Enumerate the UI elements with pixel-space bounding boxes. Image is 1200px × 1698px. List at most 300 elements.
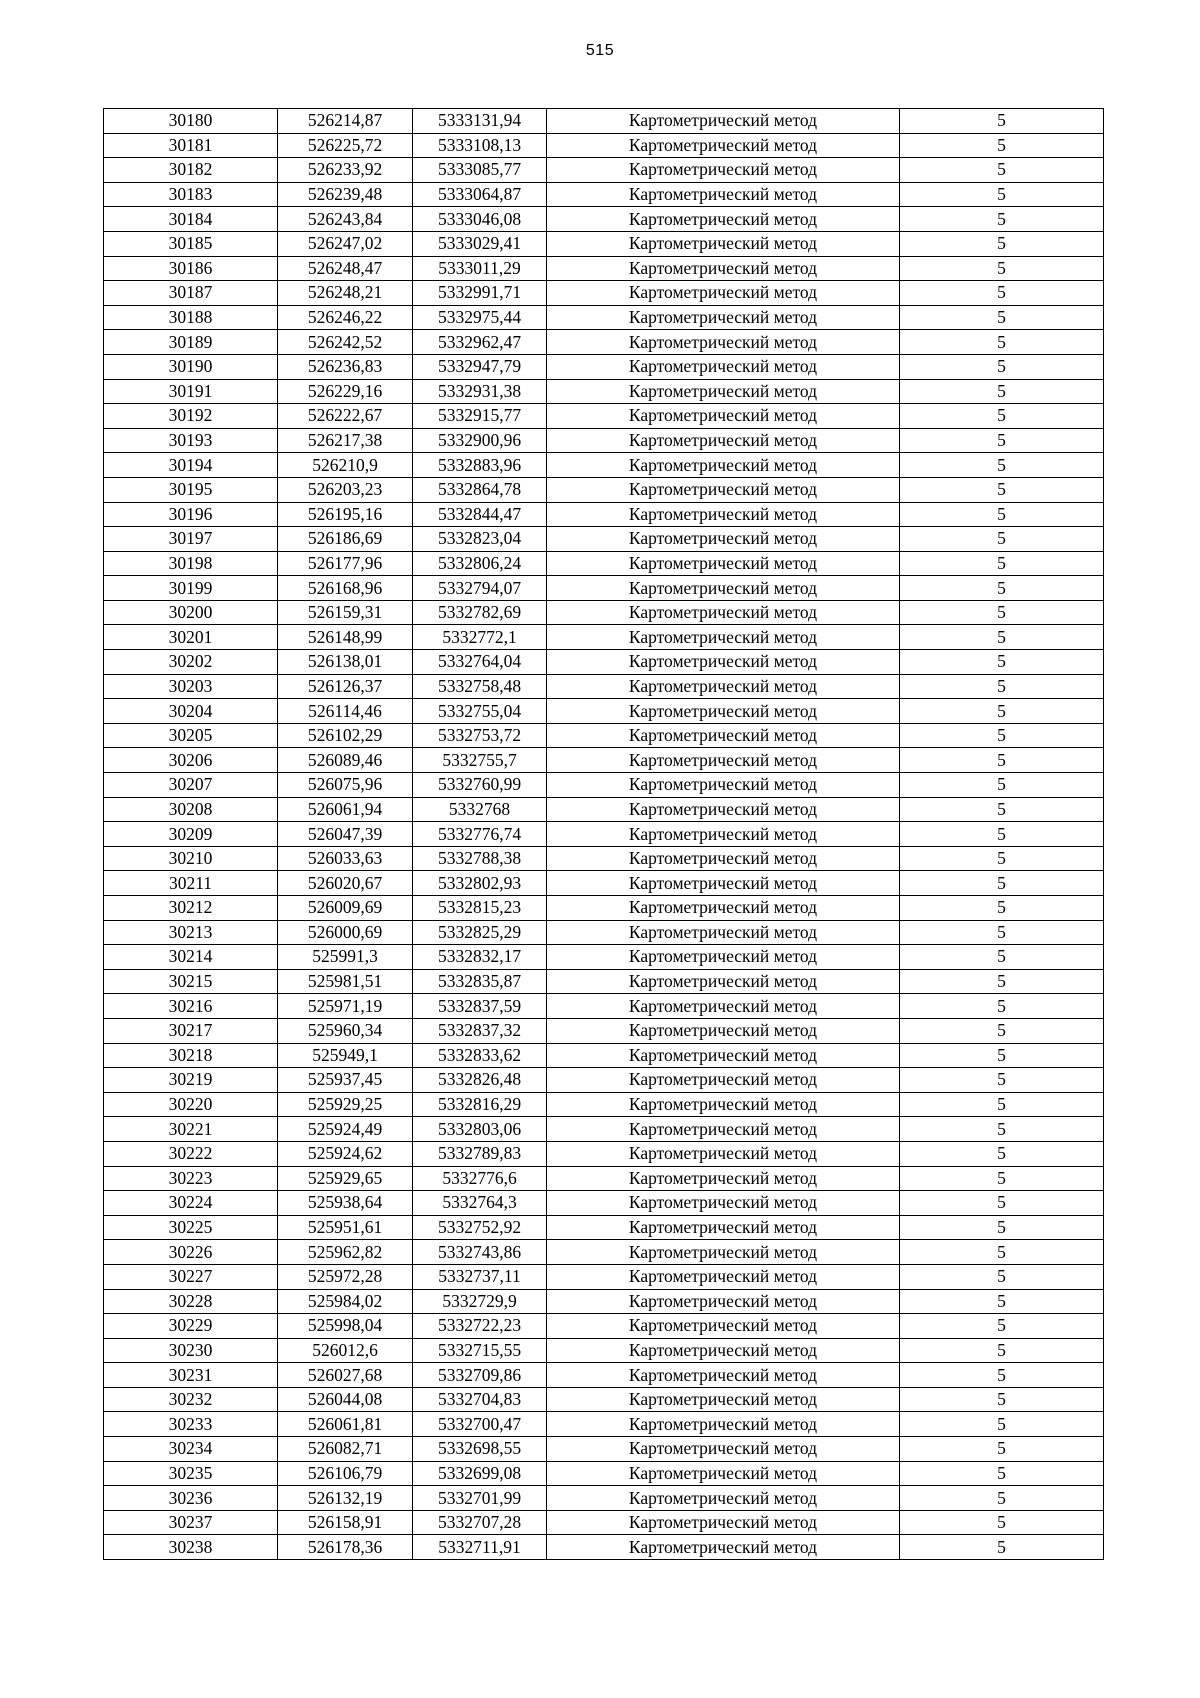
point-number-cell: 30221 — [104, 1117, 278, 1142]
y-coordinate-cell: 5332962,47 — [413, 330, 547, 355]
table-row — [104, 428, 1104, 453]
point-number-cell: 30191 — [104, 379, 278, 404]
method-cell: Картометрический метод — [547, 699, 900, 724]
point-number-cell: 30204 — [104, 699, 278, 724]
accuracy-cell: 5 — [900, 477, 1104, 502]
accuracy-cell: 5 — [900, 1240, 1104, 1265]
point-number-cell: 30225 — [104, 1215, 278, 1240]
x-coordinate-cell: 525998,04 — [278, 1314, 413, 1339]
y-coordinate-cell: 5333029,41 — [413, 231, 547, 256]
accuracy-cell: 5 — [900, 945, 1104, 970]
x-coordinate-cell: 526009,69 — [278, 896, 413, 921]
y-coordinate-cell: 5332701,99 — [413, 1486, 547, 1511]
y-coordinate-cell: 5332991,71 — [413, 281, 547, 306]
y-coordinate-cell: 5332755,7 — [413, 748, 547, 773]
accuracy-cell: 5 — [900, 379, 1104, 404]
point-number-cell: 30184 — [104, 207, 278, 232]
table-row — [104, 1264, 1104, 1289]
method-cell: Картометрический метод — [547, 1240, 900, 1265]
y-coordinate-cell: 5332835,87 — [413, 969, 547, 994]
x-coordinate-cell: 526089,46 — [278, 748, 413, 773]
accuracy-cell: 5 — [900, 920, 1104, 945]
table-row — [104, 1240, 1104, 1265]
table-row — [104, 1486, 1104, 1511]
table-row — [104, 1461, 1104, 1486]
y-coordinate-cell: 5333131,94 — [413, 109, 547, 134]
point-number-cell: 30200 — [104, 600, 278, 625]
x-coordinate-cell: 526106,79 — [278, 1461, 413, 1486]
point-number-cell: 30214 — [104, 945, 278, 970]
accuracy-cell: 5 — [900, 1018, 1104, 1043]
y-coordinate-cell: 5332947,79 — [413, 354, 547, 379]
x-coordinate-cell: 525938,64 — [278, 1191, 413, 1216]
y-coordinate-cell: 5332900,96 — [413, 428, 547, 453]
x-coordinate-cell: 526047,39 — [278, 822, 413, 847]
point-number-cell: 30199 — [104, 576, 278, 601]
accuracy-cell: 5 — [900, 1338, 1104, 1363]
y-coordinate-cell: 5332815,23 — [413, 896, 547, 921]
accuracy-cell: 5 — [900, 576, 1104, 601]
accuracy-cell: 5 — [900, 896, 1104, 921]
method-cell: Картометрический метод — [547, 1215, 900, 1240]
table-row — [104, 1412, 1104, 1437]
accuracy-cell: 5 — [900, 1068, 1104, 1093]
y-coordinate-cell: 5332826,48 — [413, 1068, 547, 1093]
point-number-cell: 30180 — [104, 109, 278, 134]
y-coordinate-cell: 5332755,04 — [413, 699, 547, 724]
point-number-cell: 30220 — [104, 1092, 278, 1117]
point-number-cell: 30205 — [104, 723, 278, 748]
y-coordinate-cell: 5332782,69 — [413, 600, 547, 625]
point-number-cell: 30215 — [104, 969, 278, 994]
table-row — [104, 797, 1104, 822]
table-row — [104, 182, 1104, 207]
table-row — [104, 551, 1104, 576]
table-row — [104, 1117, 1104, 1142]
table-row — [104, 281, 1104, 306]
method-cell: Картометрический метод — [547, 231, 900, 256]
x-coordinate-cell: 526203,23 — [278, 477, 413, 502]
y-coordinate-cell: 5333108,13 — [413, 133, 547, 158]
y-coordinate-cell: 5332772,1 — [413, 625, 547, 650]
y-coordinate-cell: 5332709,86 — [413, 1363, 547, 1388]
point-number-cell: 30193 — [104, 428, 278, 453]
accuracy-cell: 5 — [900, 1043, 1104, 1068]
point-number-cell: 30236 — [104, 1486, 278, 1511]
table-row — [104, 502, 1104, 527]
point-number-cell: 30211 — [104, 871, 278, 896]
accuracy-cell: 5 — [900, 207, 1104, 232]
point-number-cell: 30218 — [104, 1043, 278, 1068]
method-cell: Картометрический метод — [547, 1191, 900, 1216]
method-cell: Картометрический метод — [547, 109, 900, 134]
point-number-cell: 30216 — [104, 994, 278, 1019]
y-coordinate-cell: 5332975,44 — [413, 305, 547, 330]
accuracy-cell: 5 — [900, 822, 1104, 847]
table-row — [104, 994, 1104, 1019]
y-coordinate-cell: 5333011,29 — [413, 256, 547, 281]
x-coordinate-cell: 526177,96 — [278, 551, 413, 576]
x-coordinate-cell: 526027,68 — [278, 1363, 413, 1388]
x-coordinate-cell: 526102,29 — [278, 723, 413, 748]
table-row — [104, 650, 1104, 675]
x-coordinate-cell: 526168,96 — [278, 576, 413, 601]
table-row — [104, 305, 1104, 330]
table-row — [104, 1018, 1104, 1043]
x-coordinate-cell: 526225,72 — [278, 133, 413, 158]
table-row — [104, 379, 1104, 404]
x-coordinate-cell: 526061,94 — [278, 797, 413, 822]
method-cell: Картометрический метод — [547, 1092, 900, 1117]
accuracy-cell: 5 — [900, 1535, 1104, 1560]
accuracy-cell: 5 — [900, 1387, 1104, 1412]
y-coordinate-cell: 5332789,83 — [413, 1141, 547, 1166]
y-coordinate-cell: 5332737,11 — [413, 1264, 547, 1289]
point-number-cell: 30187 — [104, 281, 278, 306]
method-cell: Картометрический метод — [547, 1338, 900, 1363]
accuracy-cell: 5 — [900, 1486, 1104, 1511]
x-coordinate-cell: 526229,16 — [278, 379, 413, 404]
table-row — [104, 576, 1104, 601]
point-number-cell: 30189 — [104, 330, 278, 355]
accuracy-cell: 5 — [900, 773, 1104, 798]
accuracy-cell: 5 — [900, 231, 1104, 256]
x-coordinate-cell: 525984,02 — [278, 1289, 413, 1314]
x-coordinate-cell: 526114,46 — [278, 699, 413, 724]
method-cell: Картометрический метод — [547, 305, 900, 330]
table-row — [104, 1510, 1104, 1535]
x-coordinate-cell: 526233,92 — [278, 158, 413, 183]
method-cell: Картометрический метод — [547, 1018, 900, 1043]
method-cell: Картометрический метод — [547, 920, 900, 945]
point-number-cell: 30210 — [104, 846, 278, 871]
accuracy-cell: 5 — [900, 1166, 1104, 1191]
accuracy-cell: 5 — [900, 428, 1104, 453]
x-coordinate-cell: 526248,21 — [278, 281, 413, 306]
method-cell: Картометрический метод — [547, 773, 900, 798]
point-number-cell: 30186 — [104, 256, 278, 281]
y-coordinate-cell: 5332768 — [413, 797, 547, 822]
method-cell: Картометрический метод — [547, 797, 900, 822]
method-cell: Картометрический метод — [547, 1314, 900, 1339]
table-row — [104, 871, 1104, 896]
page-number: 515 — [585, 42, 615, 59]
y-coordinate-cell: 5332931,38 — [413, 379, 547, 404]
method-cell: Картометрический метод — [547, 428, 900, 453]
accuracy-cell: 5 — [900, 502, 1104, 527]
point-number-cell: 30234 — [104, 1437, 278, 1462]
x-coordinate-cell: 526082,71 — [278, 1437, 413, 1462]
accuracy-cell: 5 — [900, 969, 1104, 994]
accuracy-cell: 5 — [900, 871, 1104, 896]
method-cell: Картометрический метод — [547, 404, 900, 429]
y-coordinate-cell: 5332823,04 — [413, 527, 547, 552]
table-row — [104, 674, 1104, 699]
point-number-cell: 30188 — [104, 305, 278, 330]
y-coordinate-cell: 5332837,59 — [413, 994, 547, 1019]
y-coordinate-cell: 5332722,23 — [413, 1314, 547, 1339]
accuracy-cell: 5 — [900, 1191, 1104, 1216]
x-coordinate-cell: 526195,16 — [278, 502, 413, 527]
point-number-cell: 30190 — [104, 354, 278, 379]
method-cell: Картометрический метод — [547, 527, 900, 552]
method-cell: Картометрический метод — [547, 576, 900, 601]
x-coordinate-cell: 526242,52 — [278, 330, 413, 355]
point-number-cell: 30203 — [104, 674, 278, 699]
accuracy-cell: 5 — [900, 354, 1104, 379]
method-cell: Картометрический метод — [547, 723, 900, 748]
y-coordinate-cell: 5332715,55 — [413, 1338, 547, 1363]
y-coordinate-cell: 5332711,91 — [413, 1535, 547, 1560]
y-coordinate-cell: 5333085,77 — [413, 158, 547, 183]
y-coordinate-cell: 5332704,83 — [413, 1387, 547, 1412]
x-coordinate-cell: 526159,31 — [278, 600, 413, 625]
x-coordinate-cell: 525960,34 — [278, 1018, 413, 1043]
method-cell: Картометрический метод — [547, 1461, 900, 1486]
table-row — [104, 1166, 1104, 1191]
x-coordinate-cell: 525937,45 — [278, 1068, 413, 1093]
table-row — [104, 109, 1104, 134]
accuracy-cell: 5 — [900, 527, 1104, 552]
table-row — [104, 1338, 1104, 1363]
point-number-cell: 30208 — [104, 797, 278, 822]
point-number-cell: 30192 — [104, 404, 278, 429]
accuracy-cell: 5 — [900, 1510, 1104, 1535]
table-row — [104, 748, 1104, 773]
table-row — [104, 723, 1104, 748]
accuracy-cell: 5 — [900, 109, 1104, 134]
x-coordinate-cell: 525924,62 — [278, 1141, 413, 1166]
table-row — [104, 945, 1104, 970]
x-coordinate-cell: 526148,99 — [278, 625, 413, 650]
method-cell: Картометрический метод — [547, 625, 900, 650]
y-coordinate-cell: 5332806,24 — [413, 551, 547, 576]
point-number-cell: 30235 — [104, 1461, 278, 1486]
point-number-cell: 30229 — [104, 1314, 278, 1339]
y-coordinate-cell: 5332915,77 — [413, 404, 547, 429]
method-cell: Картометрический метод — [547, 1437, 900, 1462]
method-cell: Картометрический метод — [547, 1486, 900, 1511]
y-coordinate-cell: 5332816,29 — [413, 1092, 547, 1117]
method-cell: Картометрический метод — [547, 207, 900, 232]
point-number-cell: 30230 — [104, 1338, 278, 1363]
accuracy-cell: 5 — [900, 305, 1104, 330]
point-number-cell: 30194 — [104, 453, 278, 478]
y-coordinate-cell: 5332825,29 — [413, 920, 547, 945]
point-number-cell: 30238 — [104, 1535, 278, 1560]
table-row — [104, 354, 1104, 379]
method-cell: Картометрический метод — [547, 945, 900, 970]
x-coordinate-cell: 526186,69 — [278, 527, 413, 552]
method-cell: Картометрический метод — [547, 1510, 900, 1535]
y-coordinate-cell: 5332752,92 — [413, 1215, 547, 1240]
method-cell: Картометрический метод — [547, 994, 900, 1019]
accuracy-cell: 5 — [900, 1141, 1104, 1166]
x-coordinate-cell: 525962,82 — [278, 1240, 413, 1265]
table-row — [104, 1437, 1104, 1462]
point-number-cell: 30219 — [104, 1068, 278, 1093]
method-cell: Картометрический метод — [547, 748, 900, 773]
y-coordinate-cell: 5332700,47 — [413, 1412, 547, 1437]
accuracy-cell: 5 — [900, 797, 1104, 822]
table-row — [104, 330, 1104, 355]
y-coordinate-cell: 5332803,06 — [413, 1117, 547, 1142]
table-row — [104, 133, 1104, 158]
method-cell: Картометрический метод — [547, 1166, 900, 1191]
table-row — [104, 404, 1104, 429]
point-number-cell: 30223 — [104, 1166, 278, 1191]
table-row — [104, 600, 1104, 625]
accuracy-cell: 5 — [900, 1117, 1104, 1142]
accuracy-cell: 5 — [900, 182, 1104, 207]
point-number-cell: 30183 — [104, 182, 278, 207]
accuracy-cell: 5 — [900, 748, 1104, 773]
point-number-cell: 30185 — [104, 231, 278, 256]
method-cell: Картометрический метод — [547, 551, 900, 576]
table-row — [104, 1387, 1104, 1412]
accuracy-cell: 5 — [900, 551, 1104, 576]
y-coordinate-cell: 5332883,96 — [413, 453, 547, 478]
x-coordinate-cell: 526012,6 — [278, 1338, 413, 1363]
x-coordinate-cell: 526061,81 — [278, 1412, 413, 1437]
x-coordinate-cell: 525971,19 — [278, 994, 413, 1019]
accuracy-cell: 5 — [900, 1215, 1104, 1240]
x-coordinate-cell: 526247,02 — [278, 231, 413, 256]
method-cell: Картометрический метод — [547, 1289, 900, 1314]
point-number-cell: 30233 — [104, 1412, 278, 1437]
point-number-cell: 30213 — [104, 920, 278, 945]
y-coordinate-cell: 5332758,48 — [413, 674, 547, 699]
table-row — [104, 1068, 1104, 1093]
accuracy-cell: 5 — [900, 453, 1104, 478]
accuracy-cell: 5 — [900, 133, 1104, 158]
table-row — [104, 1215, 1104, 1240]
x-coordinate-cell: 526239,48 — [278, 182, 413, 207]
x-coordinate-cell: 525949,1 — [278, 1043, 413, 1068]
x-coordinate-cell: 526000,69 — [278, 920, 413, 945]
table-row — [104, 822, 1104, 847]
point-number-cell: 30196 — [104, 502, 278, 527]
method-cell: Картометрический метод — [547, 846, 900, 871]
x-coordinate-cell: 526246,22 — [278, 305, 413, 330]
accuracy-cell: 5 — [900, 1264, 1104, 1289]
point-number-cell: 30232 — [104, 1387, 278, 1412]
point-number-cell: 30222 — [104, 1141, 278, 1166]
y-coordinate-cell: 5332753,72 — [413, 723, 547, 748]
x-coordinate-cell: 526158,91 — [278, 1510, 413, 1535]
x-coordinate-cell: 526020,67 — [278, 871, 413, 896]
method-cell: Картометрический метод — [547, 477, 900, 502]
x-coordinate-cell: 526236,83 — [278, 354, 413, 379]
x-coordinate-cell: 526033,63 — [278, 846, 413, 871]
accuracy-cell: 5 — [900, 674, 1104, 699]
y-coordinate-cell: 5333064,87 — [413, 182, 547, 207]
accuracy-cell: 5 — [900, 846, 1104, 871]
accuracy-cell: 5 — [900, 1314, 1104, 1339]
method-cell: Картометрический метод — [547, 1141, 900, 1166]
accuracy-cell: 5 — [900, 256, 1104, 281]
point-number-cell: 30226 — [104, 1240, 278, 1265]
accuracy-cell: 5 — [900, 625, 1104, 650]
table-row — [104, 158, 1104, 183]
accuracy-cell: 5 — [900, 404, 1104, 429]
y-coordinate-cell: 5332788,38 — [413, 846, 547, 871]
y-coordinate-cell: 5333046,08 — [413, 207, 547, 232]
y-coordinate-cell: 5332764,3 — [413, 1191, 547, 1216]
method-cell: Картометрический метод — [547, 281, 900, 306]
y-coordinate-cell: 5332802,93 — [413, 871, 547, 896]
method-cell: Картометрический метод — [547, 600, 900, 625]
coordinates-table — [103, 108, 1104, 1560]
table-row — [104, 1289, 1104, 1314]
x-coordinate-cell: 526214,87 — [278, 109, 413, 134]
x-coordinate-cell: 525929,25 — [278, 1092, 413, 1117]
point-number-cell: 30224 — [104, 1191, 278, 1216]
table-row — [104, 896, 1104, 921]
method-cell: Картометрический метод — [547, 871, 900, 896]
method-cell: Картометрический метод — [547, 1387, 900, 1412]
table-row — [104, 453, 1104, 478]
x-coordinate-cell: 525972,28 — [278, 1264, 413, 1289]
method-cell: Картометрический метод — [547, 453, 900, 478]
method-cell: Картометрический метод — [547, 354, 900, 379]
method-cell: Картометрический метод — [547, 256, 900, 281]
x-coordinate-cell: 526132,19 — [278, 1486, 413, 1511]
method-cell: Картометрический метод — [547, 1264, 900, 1289]
y-coordinate-cell: 5332794,07 — [413, 576, 547, 601]
method-cell: Картометрический метод — [547, 1535, 900, 1560]
method-cell: Картометрический метод — [547, 896, 900, 921]
coordinates-table-body — [104, 109, 1104, 1560]
point-number-cell: 30209 — [104, 822, 278, 847]
accuracy-cell: 5 — [900, 650, 1104, 675]
table-row — [104, 773, 1104, 798]
y-coordinate-cell: 5332760,99 — [413, 773, 547, 798]
method-cell: Картометрический метод — [547, 330, 900, 355]
point-number-cell: 30228 — [104, 1289, 278, 1314]
table-row — [104, 207, 1104, 232]
method-cell: Картометрический метод — [547, 133, 900, 158]
x-coordinate-cell: 525981,51 — [278, 969, 413, 994]
x-coordinate-cell: 525991,3 — [278, 945, 413, 970]
accuracy-cell: 5 — [900, 1092, 1104, 1117]
table-row — [104, 1092, 1104, 1117]
method-cell: Картометрический метод — [547, 674, 900, 699]
y-coordinate-cell: 5332833,62 — [413, 1043, 547, 1068]
accuracy-cell: 5 — [900, 1461, 1104, 1486]
table-row — [104, 699, 1104, 724]
x-coordinate-cell: 526178,36 — [278, 1535, 413, 1560]
accuracy-cell: 5 — [900, 1412, 1104, 1437]
table-row — [104, 625, 1104, 650]
method-cell: Картометрический метод — [547, 650, 900, 675]
y-coordinate-cell: 5332729,9 — [413, 1289, 547, 1314]
y-coordinate-cell: 5332837,32 — [413, 1018, 547, 1043]
accuracy-cell: 5 — [900, 1437, 1104, 1462]
accuracy-cell: 5 — [900, 994, 1104, 1019]
y-coordinate-cell: 5332864,78 — [413, 477, 547, 502]
method-cell: Картометрический метод — [547, 1068, 900, 1093]
table-row — [104, 1043, 1104, 1068]
table-row — [104, 477, 1104, 502]
x-coordinate-cell: 526210,9 — [278, 453, 413, 478]
y-coordinate-cell: 5332844,47 — [413, 502, 547, 527]
accuracy-cell: 5 — [900, 723, 1104, 748]
table-row — [104, 527, 1104, 552]
point-number-cell: 30207 — [104, 773, 278, 798]
accuracy-cell: 5 — [900, 1363, 1104, 1388]
y-coordinate-cell: 5332832,17 — [413, 945, 547, 970]
